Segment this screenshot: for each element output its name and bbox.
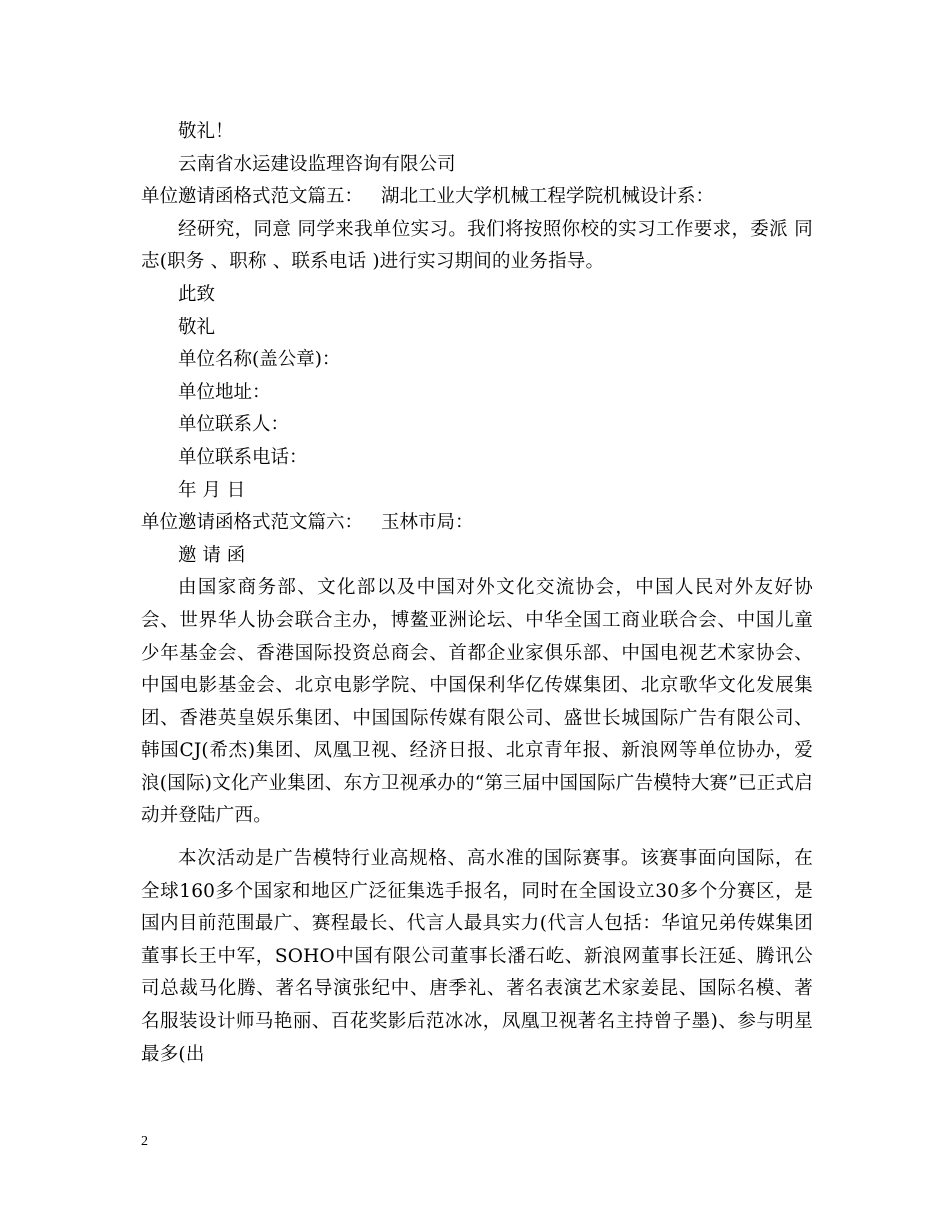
field-unit-name: 单位名称(盖公章)： xyxy=(178,349,341,371)
section-heading-6-recipient: 玉林市局： xyxy=(381,512,474,534)
salutation-jingli: 敬礼 xyxy=(178,316,216,338)
document-body xyxy=(141,116,813,1071)
field-unit-contact: 单位联系人： xyxy=(178,414,290,436)
section-heading-6-title: 单位邀请函格式范文篇六： xyxy=(141,512,364,534)
invitation-title: 邀 请 函 xyxy=(178,544,246,566)
field-date: 年 月 日 xyxy=(178,479,246,501)
section-heading-5-recipient: 湖北工业大学机械工程学院机械设计系： xyxy=(381,186,715,208)
company-signature: 云南省水运建设监理咨询有限公司 xyxy=(178,153,456,175)
paragraph-event-details: 本次活动是广告模特行业高规格、高水准的国际赛事。该赛事面向国际，在全球160多个国家和地区广泛征集选手报名，同时在全国设立30多个分赛区，是国内目前范围最广、赛程最长、代言人最具实力(代言人包括：华谊兄弟传媒集团董事长王中军，SOHO中国有限公司董事长潘石屹、新浪网董事长汪延、腾讯公司总裁马化腾、著名导演张纪中、唐季礼、著名表演艺术家姜昆、国际名模、著名服装设计师马艳丽、百花奖影后范冰冰，凤凰卫视著名主持曾子墨)、参与明星最多(出 xyxy=(141,848,813,1065)
field-unit-phone: 单位联系电话： xyxy=(178,446,308,468)
page-number: 2 xyxy=(141,1134,148,1149)
closing-salute: 敬礼！ xyxy=(178,121,234,142)
paragraph-event-intro: 由国家商务部、文化部以及中国对外文化交流协会，中国人民对外友好协会、世界华人协会联合主办，博鳌亚洲论坛、中华全国工商业联合会、中国儿童少年基金会、香港国际投资总商会、首都企业家俱乐部、中国电视艺术家协会、中国电影基金会、北京电影学院、中国保利华亿传媒集团、北京歌华文化发展集团、香港英皇娱乐集团、中国国际传媒有限公司、盛世长城国际广告有限公司、韩国CJ(希杰)集团、凤凰卫视、经济日报、北京青年报、新浪网等单位协办，爱浪(国际)文化产业集团、东方卫视承办的“第三届中国国际广告模特大赛”已正式启动并登陆广西。 xyxy=(141,577,813,827)
field-unit-address: 单位地址： xyxy=(178,381,271,403)
section-heading-5 xyxy=(141,181,813,214)
paragraph-internship: 经研究，同意 同学来我单位实习。我们将按照你校的实习工作要求，委派 同志(职务 、职称 、联系电话 )进行实习期间的业务指导。 xyxy=(141,218,813,273)
section-heading-5-title: 单位邀请函格式范文篇五： xyxy=(141,186,364,208)
salutation-cizhi: 此致 xyxy=(178,283,216,305)
section-heading-6 xyxy=(141,507,813,540)
